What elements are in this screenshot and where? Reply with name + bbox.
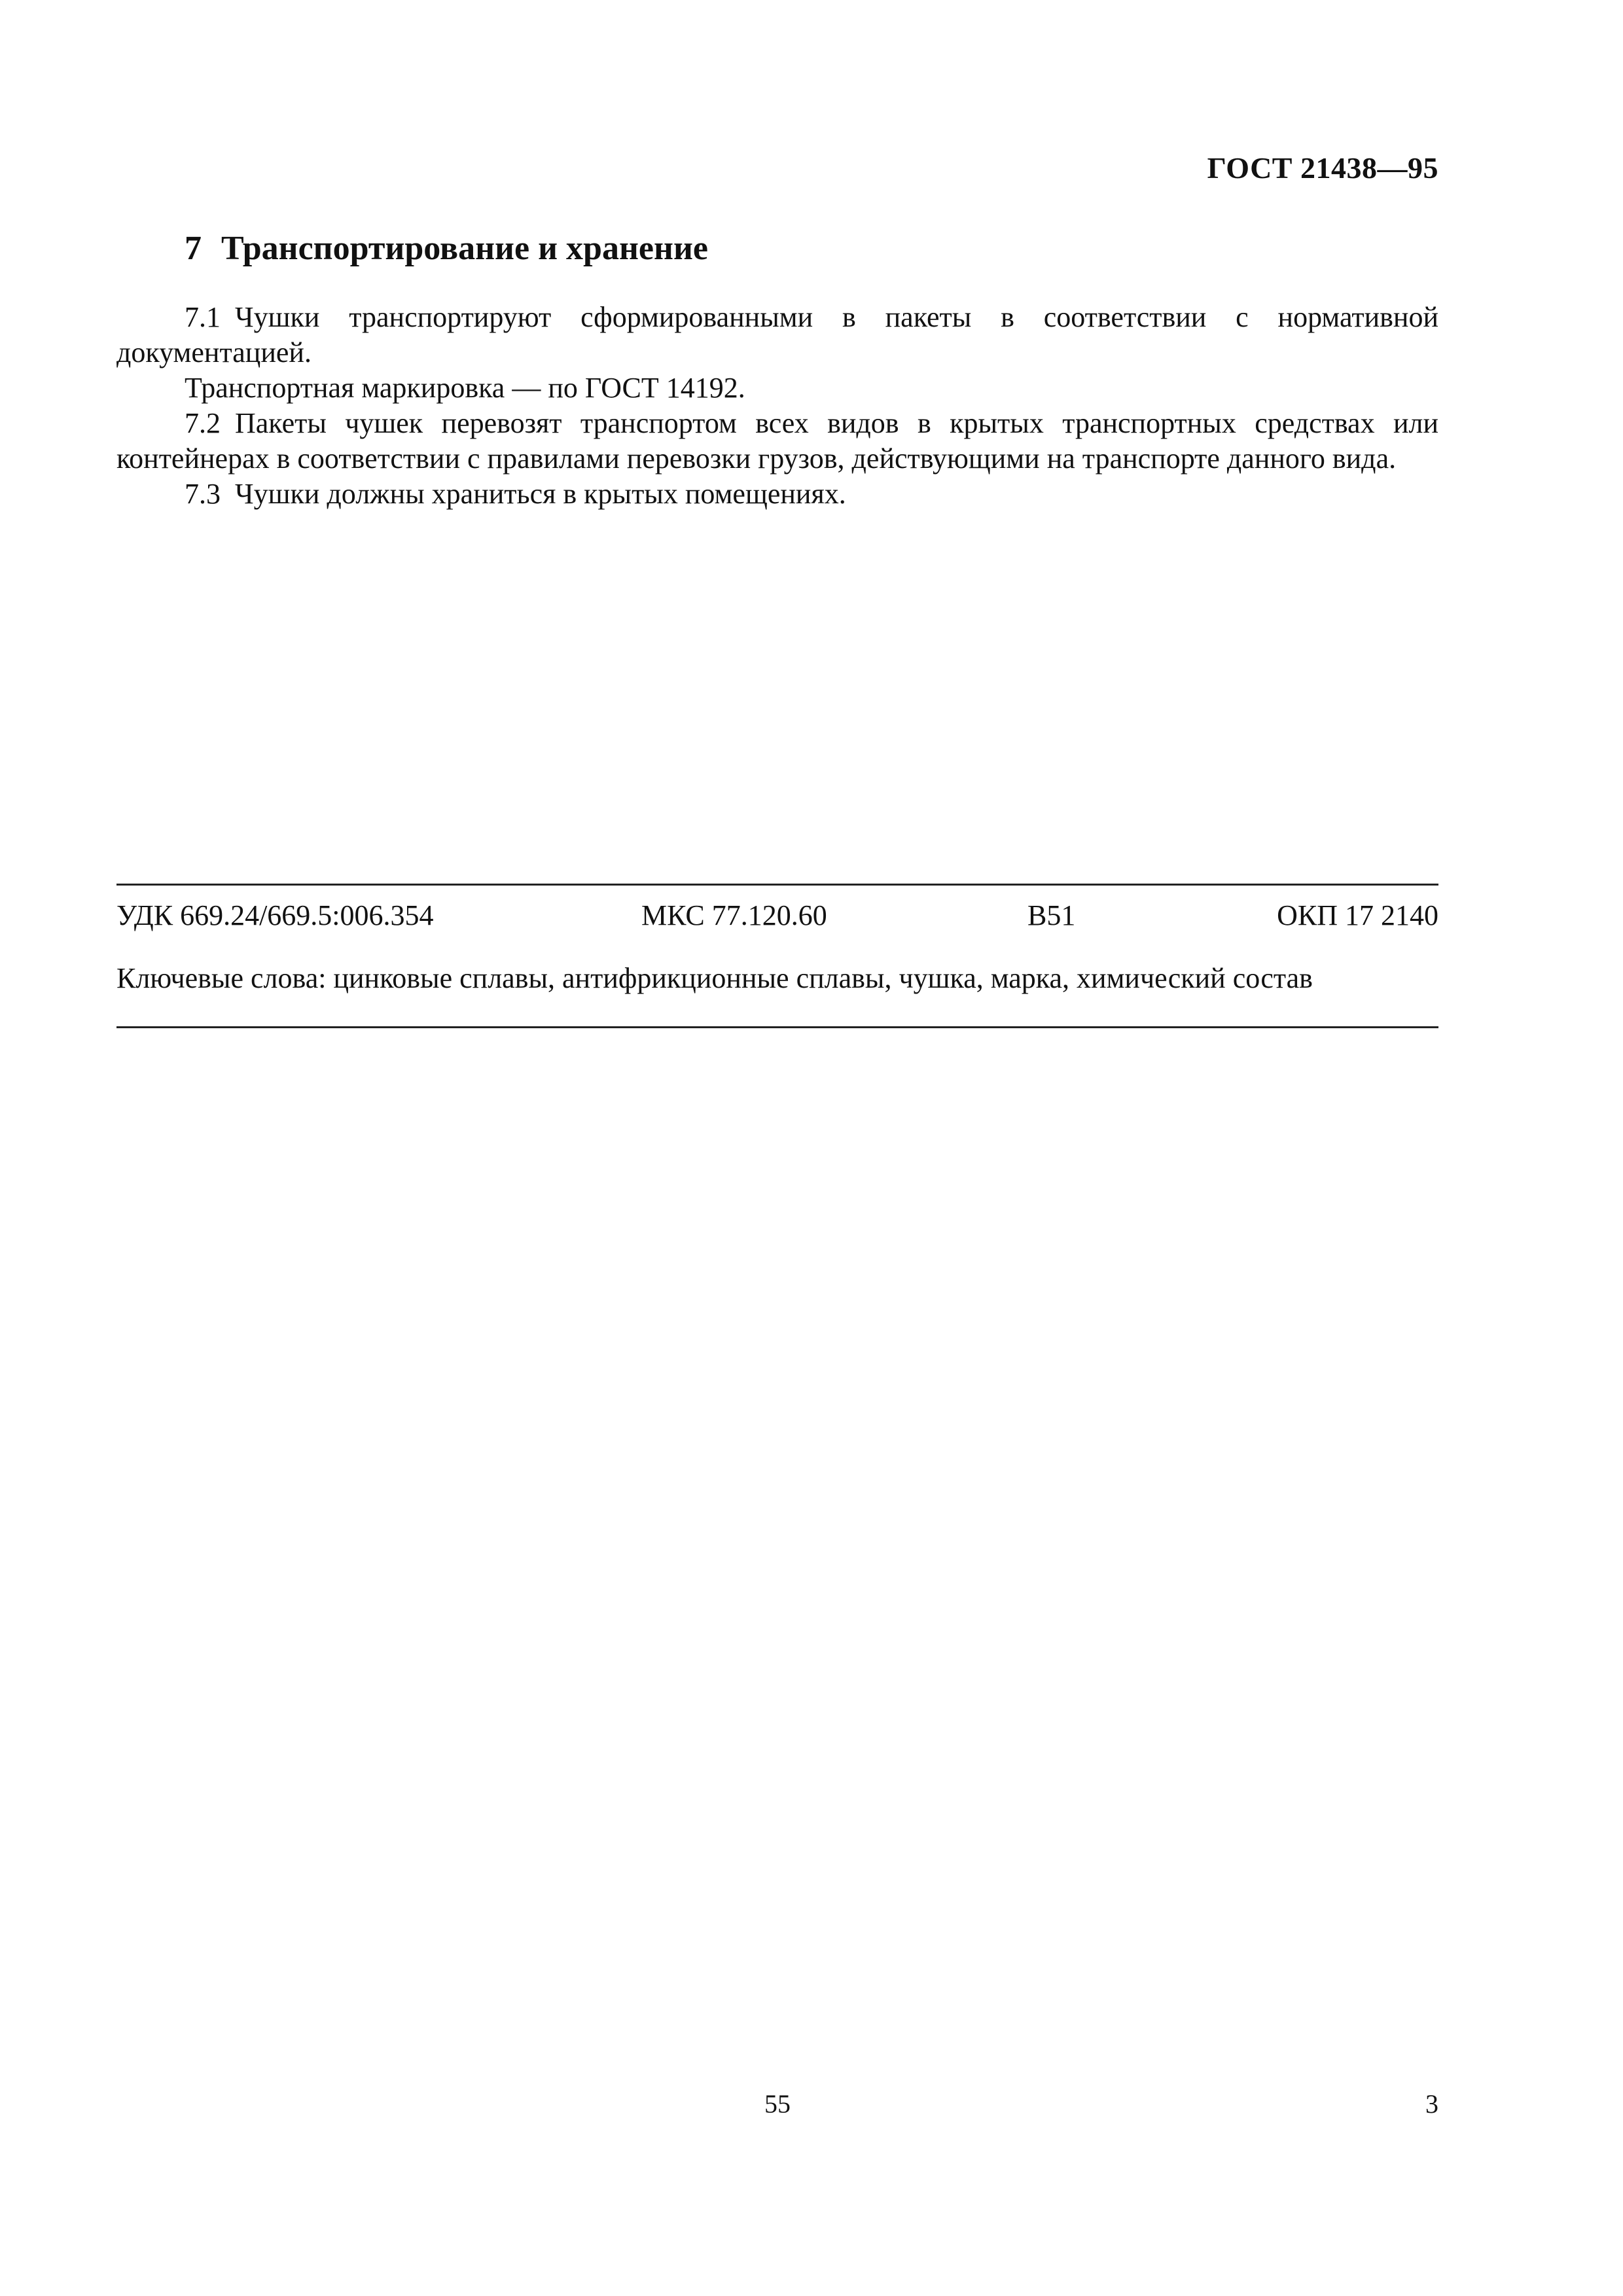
mks-code: МКС 77.120.60 — [641, 899, 827, 931]
keywords-line: Ключевые слова: цинковые сплавы, антифрикционные сплавы, чушка, марка, химический состав — [116, 962, 1313, 994]
bottom-divider — [116, 1026, 1438, 1028]
paragraph-number: 7.3 — [185, 478, 221, 510]
paragraph-text: Пакеты чушек перевозят транспортом всех видов в крытых транспортных средствах или контейнерах в соответствии с правилами перевозки грузов, действующими на транспорте данного вида. — [116, 407, 1438, 475]
paragraph-7-2 — [116, 406, 1438, 476]
udk-code: УДК 669.24/669.5:006.354 — [116, 899, 434, 931]
paragraph-text: Чушки транспортируют сформированными в пакеты в соответствии с нормативной документацией. — [116, 301, 1438, 368]
paragraph-7-1 — [116, 300, 1438, 370]
okp-code: ОКП 17 2140 — [1277, 899, 1438, 931]
section-body — [116, 300, 1438, 512]
paragraph-number: 7.2 — [185, 407, 221, 439]
document-code-header: ГОСТ 21438—95 — [1207, 151, 1438, 185]
section-number: 7 — [185, 230, 202, 267]
page-number: 3 — [1425, 2089, 1438, 2119]
section-heading — [185, 229, 708, 268]
paragraph-text: Транспортная маркировка — по ГОСТ 14192. — [185, 372, 745, 404]
paragraph-marking — [116, 370, 1438, 406]
footer-center-number: 55 — [764, 2089, 791, 2119]
paragraph-text: Чушки должны храниться в крытых помещениях. — [235, 478, 846, 510]
top-divider — [116, 884, 1438, 886]
paragraph-7-3 — [116, 476, 1438, 512]
group-code: В51 — [1027, 899, 1076, 931]
section-title-text: Транспортирование и хранение — [221, 230, 708, 267]
paragraph-number: 7.1 — [185, 301, 221, 333]
